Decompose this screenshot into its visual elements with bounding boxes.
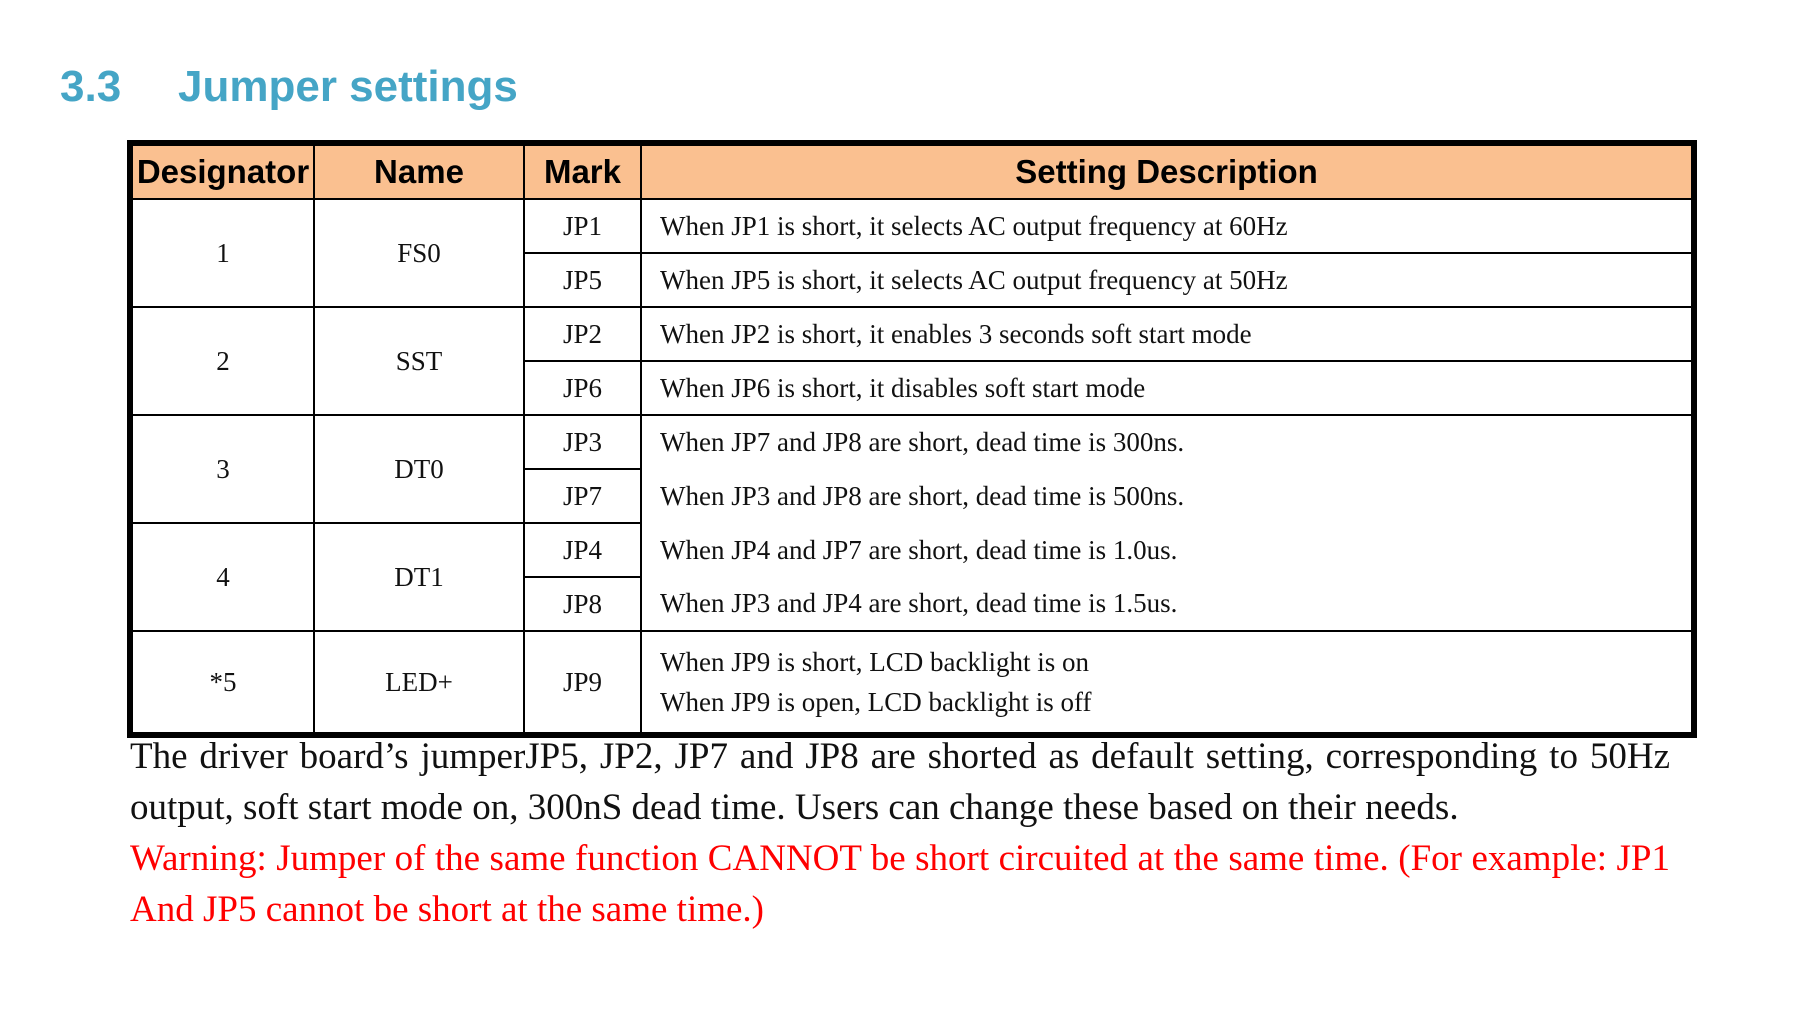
table-row	[130, 415, 1694, 469]
description-cell	[641, 631, 1694, 735]
mark-cell: JP4	[524, 523, 641, 577]
name-cell: FS0	[314, 199, 524, 307]
description-cell: When JP5 is short, it selects AC output frequency at 50Hz	[641, 253, 1694, 307]
mark-cell: JP1	[524, 199, 641, 253]
description-cell: When JP6 is short, it disables soft start mode	[641, 361, 1694, 415]
table-row	[130, 523, 1694, 577]
mark-cell: JP2	[524, 307, 641, 361]
description-cell: When JP3 and JP8 are short, dead time is 500ns.	[641, 469, 1694, 523]
designator-cell: 4	[130, 523, 314, 631]
description-line: When JP9 is short, LCD backlight is on	[660, 647, 1089, 677]
header-name: Name	[314, 143, 524, 199]
mark-cell: JP9	[524, 631, 641, 735]
table-row	[130, 631, 1694, 735]
description-line: When JP9 is open, LCD backlight is off	[660, 687, 1092, 717]
default-setting-note: The driver board’s jumperJP5, JP2, JP7 and JP8 are shorted as default setting, corresponding to 50Hz output, soft start mode on, 300nS dead time. Users can change these based on their needs.	[130, 736, 1670, 828]
name-cell: LED+	[314, 631, 524, 735]
header-designator: Designator	[130, 143, 314, 199]
designator-cell: 2	[130, 307, 314, 415]
description-cell: When JP7 and JP8 are short, dead time is 300ns.	[641, 415, 1694, 469]
table-row	[130, 199, 1694, 253]
description-cell: When JP4 and JP7 are short, dead time is 1.0us.	[641, 523, 1694, 577]
table-header-row	[130, 143, 1694, 199]
description-cell: When JP2 is short, it enables 3 seconds soft start mode	[641, 307, 1694, 361]
designator-cell: *5	[130, 631, 314, 735]
mark-cell: JP6	[524, 361, 641, 415]
section-heading	[60, 62, 518, 112]
name-cell: DT1	[314, 523, 524, 631]
designator-cell: 1	[130, 199, 314, 307]
header-mark: Mark	[524, 143, 641, 199]
description-cell: When JP1 is short, it selects AC output frequency at 60Hz	[641, 199, 1694, 253]
mark-cell: JP3	[524, 415, 641, 469]
warning-note: Warning: Jumper of the same function CANNOT be short circuited at the same time. (For example: JP1 And JP5 cannot be short at the same time.)	[130, 838, 1670, 930]
name-cell: SST	[314, 307, 524, 415]
header-setting-description: Setting Description	[641, 143, 1694, 199]
mark-cell: JP8	[524, 577, 641, 631]
jumper-settings-table	[127, 140, 1697, 738]
designator-cell: 3	[130, 415, 314, 523]
mark-cell: JP5	[524, 253, 641, 307]
section-number: 3.3	[60, 62, 122, 111]
description-cell: When JP3 and JP4 are short, dead time is 1.5us.	[641, 577, 1694, 631]
table-row	[130, 307, 1694, 361]
name-cell: DT0	[314, 415, 524, 523]
mark-cell: JP7	[524, 469, 641, 523]
section-title: Jumper settings	[178, 62, 518, 111]
